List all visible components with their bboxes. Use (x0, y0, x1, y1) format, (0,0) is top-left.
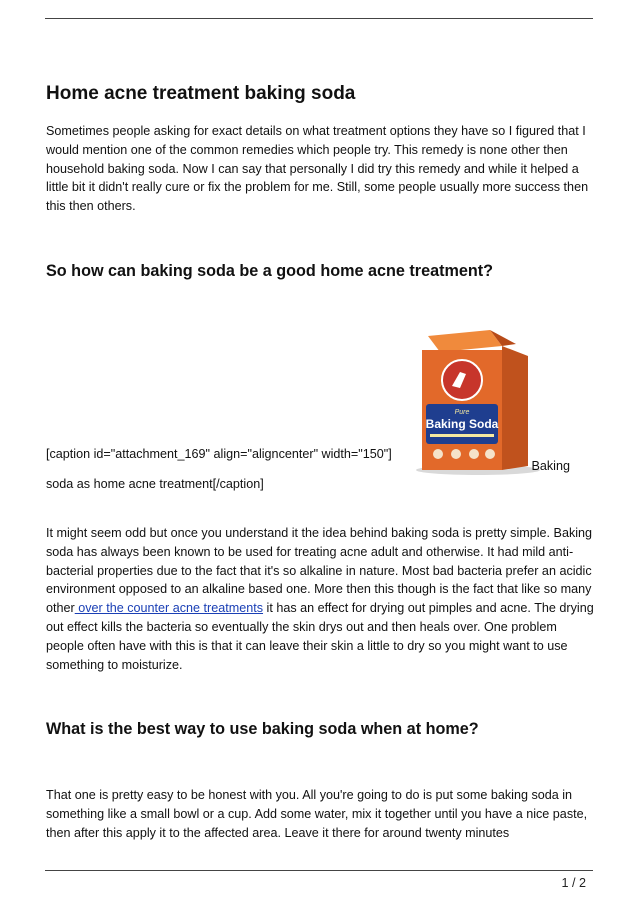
body-paragraph-explanation (46, 524, 594, 674)
baking-soda-box-image (398, 328, 552, 478)
body-text-after-link: it has an effect for drying out pimples and acne. The drying out effect kills the bacteria so eventually the skin drys out and then heals over. One problem people often have with this is that it can leave their skin a little to dry so you might want to use something to moisturize. (46, 601, 594, 672)
top-rule (45, 18, 593, 19)
figure-block (46, 282, 594, 520)
section-heading-best-way: What is the best way to use baking soda when at home? (46, 720, 479, 739)
caption-shortcode-close: soda as home acne treatment[/caption] (46, 476, 264, 491)
box-top-flap (428, 330, 502, 352)
label-stripe (430, 434, 494, 437)
section-heading-how: So how can baking soda be a good home acne treatment? (46, 261, 494, 280)
usage-icon-3 (469, 449, 479, 459)
caption-shortcode-open: [caption id="attachment_169" align="aligncenter" width="150"] (46, 446, 392, 461)
intro-paragraph: Sometimes people asking for exact details on what treatment options they have so I figured that I would mention one of the common remedies which people try. This remedy is none other then household baking soda. Now I can say that personally I did try this remedy and while it helped a little bit it didn't really cure or fix the problem for me. Still, some people usually more success then this then others. (46, 124, 589, 214)
usage-icon-4 (485, 449, 495, 459)
bottom-rule (45, 870, 593, 871)
page-title: Home acne treatment baking soda (46, 83, 356, 104)
body-text-before-link: It might seem odd but once you understand it the idea behind baking soda is pretty simple. Baking soda has always been known to be used for treating acne adult and otherwise. It had mild anti-bacterial properties due to the fact that it's so alkaline in nature. Most bad bacteria prefer an acidic environment opposed to an alkaline based one. More then this though is the fact that like so many other (46, 525, 593, 616)
document-content (46, 80, 594, 843)
usage-icon-2 (451, 449, 461, 459)
otc-acne-treatments-link[interactable]: over the counter acne treatments (74, 601, 264, 616)
caption-text-right: Baking (531, 458, 570, 473)
label-baking-soda: Baking Soda (425, 416, 499, 431)
page-number: 1 / 2 (561, 876, 586, 890)
label-pure: Pure (454, 408, 470, 416)
box-side (502, 346, 528, 470)
usage-paragraph: That one is pretty easy to be honest with you. All you're going to do is put some baking soda in something like a small bowl or a cup. Add some water, mix it together until you have a nice paste, then after this apply it to the affected area. Leave it there for around twenty minutes (46, 788, 588, 840)
usage-icon-1 (433, 449, 443, 459)
